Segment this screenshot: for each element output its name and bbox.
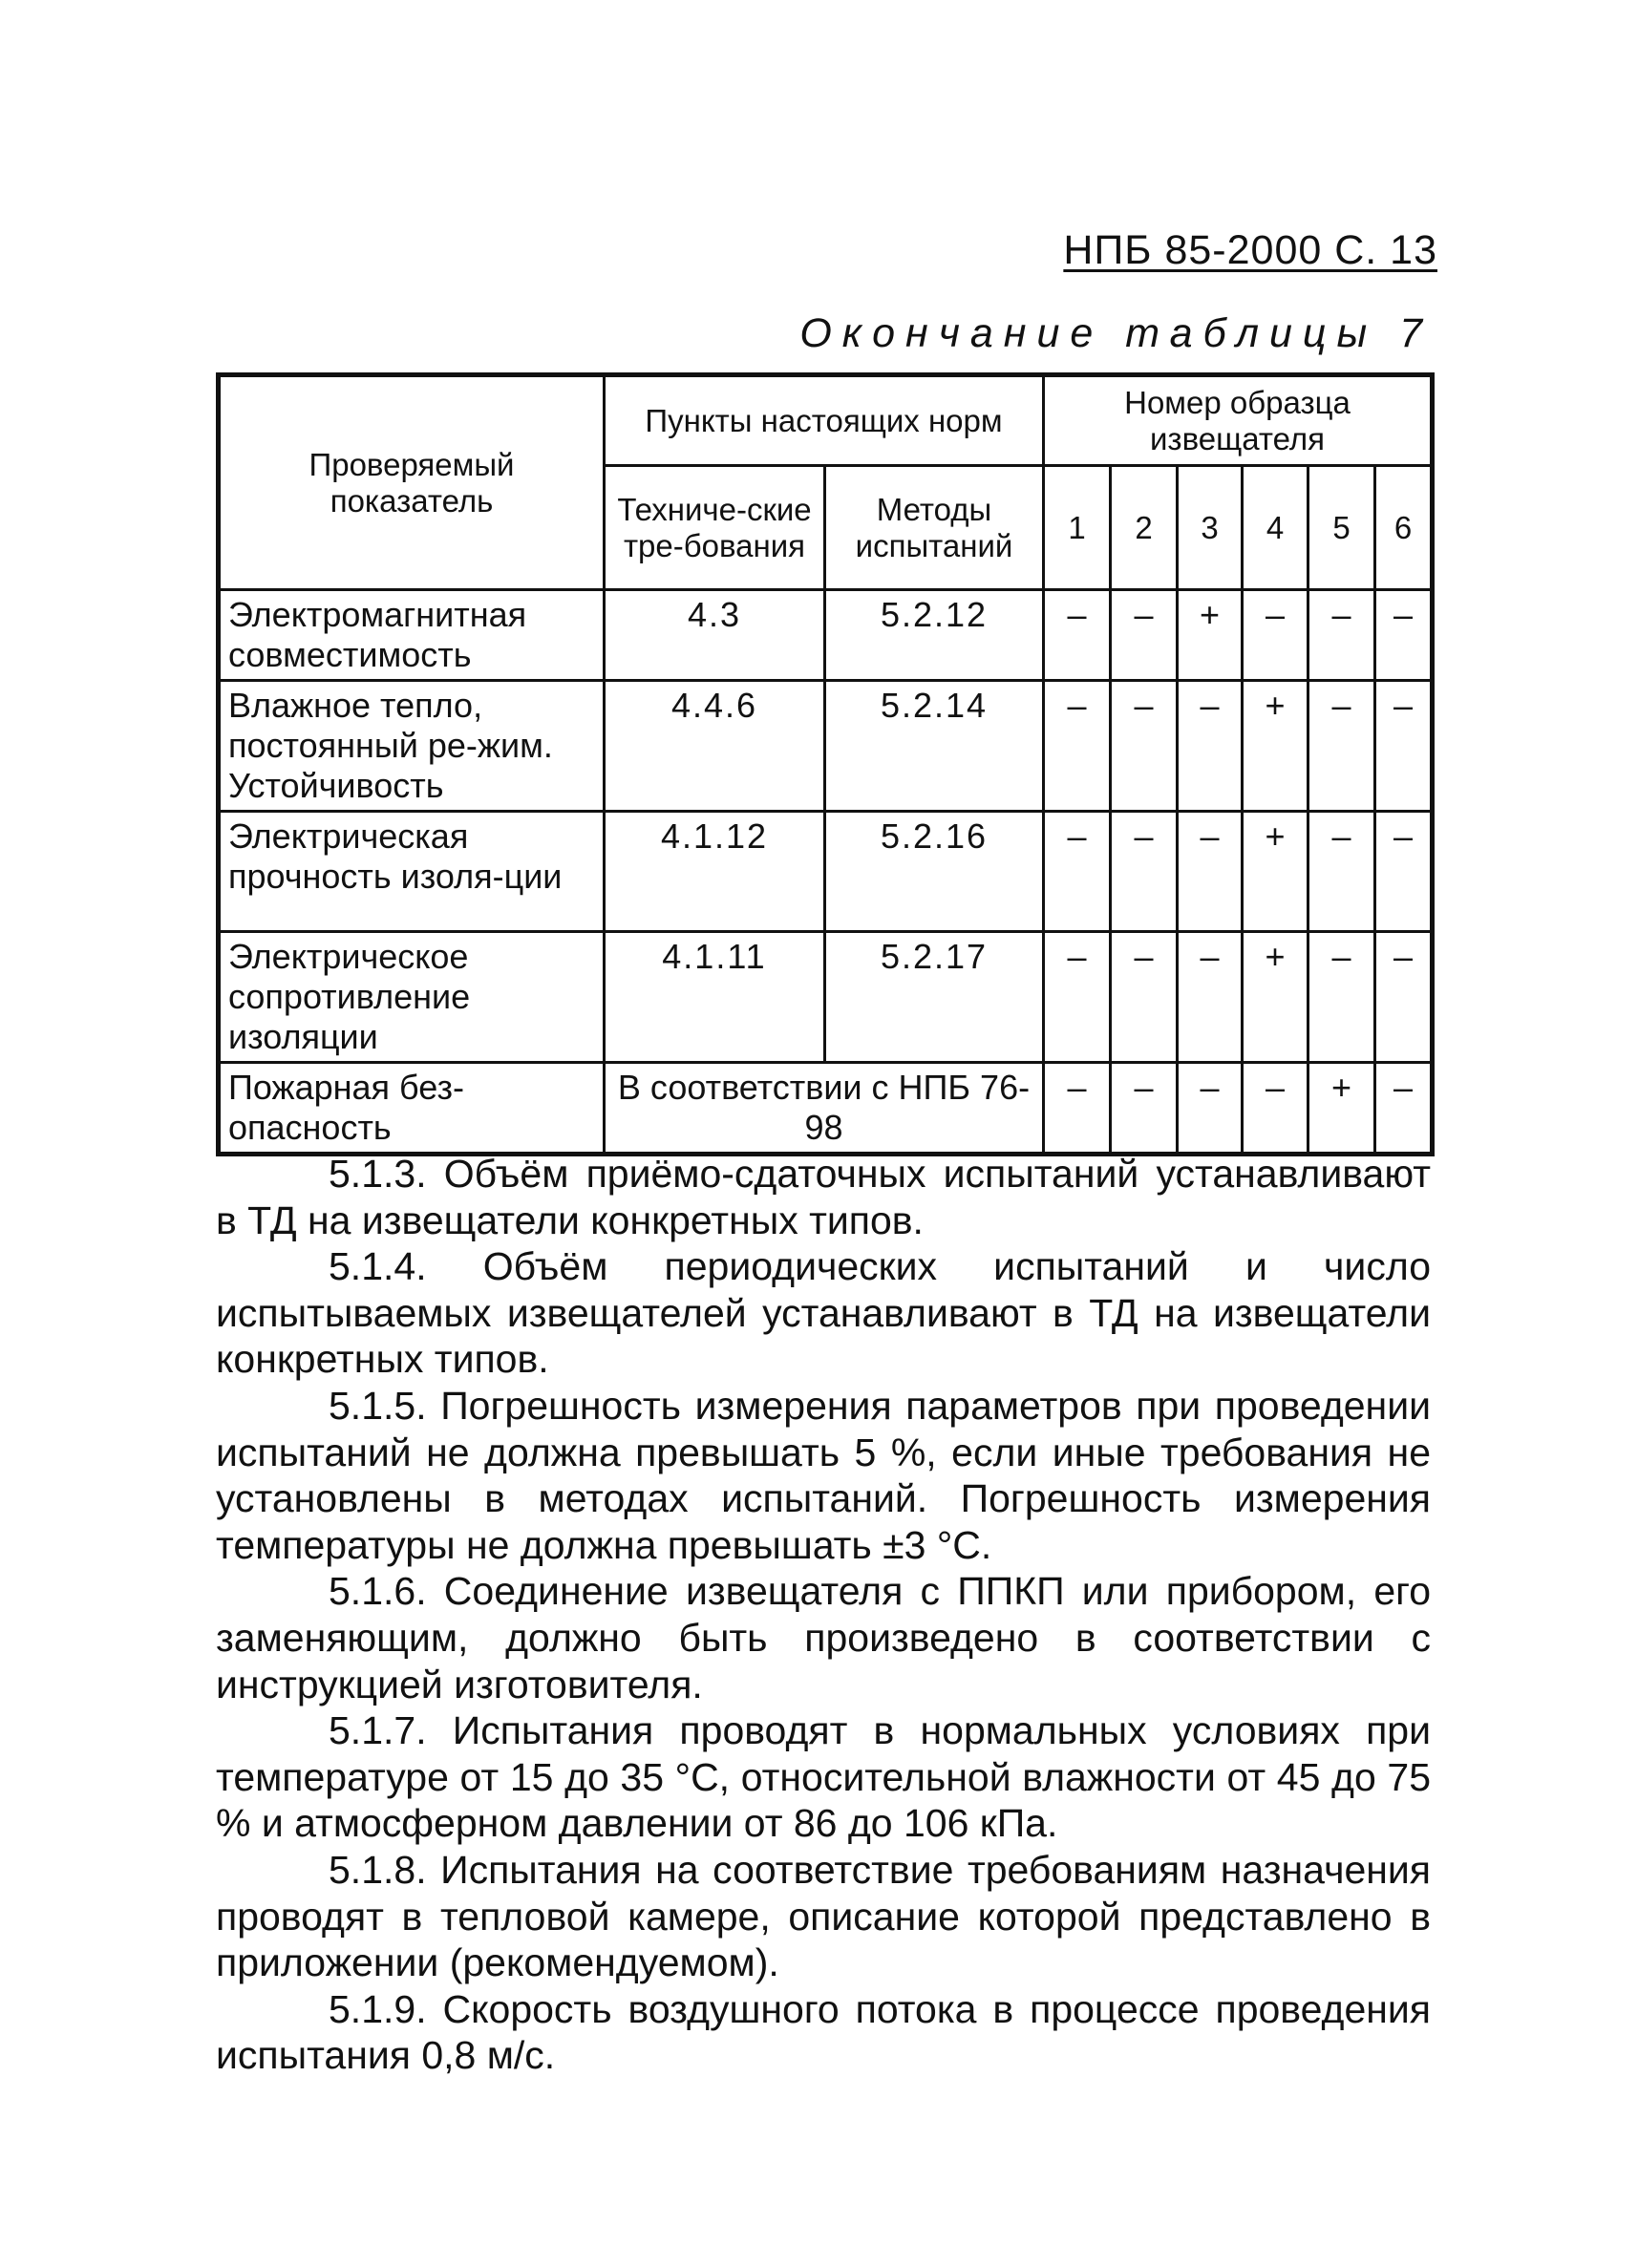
row-indicator: Электрическое сопротивление изоляции bbox=[219, 932, 605, 1063]
row-mark: – bbox=[1243, 590, 1308, 681]
paragraph-5-1-4: 5.1.4. Объём периодических испытаний и число испытываемых извещателей устанавливают в ТД на извещатели конкретных типов. bbox=[216, 1244, 1431, 1382]
row-mark: – bbox=[1308, 932, 1375, 1063]
row-tech-clause: 4.3 bbox=[605, 590, 825, 681]
header-test-methods: Методы испытаний bbox=[825, 466, 1044, 590]
row-method-clause: 5.2.12 bbox=[825, 590, 1044, 681]
row-indicator: Влажное тепло, постоянный ре-жим. Устойчивость bbox=[219, 681, 605, 812]
row-mark: + bbox=[1243, 932, 1308, 1063]
table-row bbox=[219, 932, 1433, 1063]
paragraph-5-1-8: 5.1.8. Испытания на соответствие требованиям назначения проводят в тепловой камере, описание которой представлено в приложении (рекомендуемом). bbox=[216, 1847, 1431, 1985]
body-text bbox=[216, 1151, 1431, 2079]
header-sample-6: 6 bbox=[1375, 466, 1433, 590]
header-sample-5: 5 bbox=[1308, 466, 1375, 590]
row-indicator: Электромагнитная совместимость bbox=[219, 590, 605, 681]
row-tech-clause: 4.1.12 bbox=[605, 812, 825, 932]
requirements-table bbox=[216, 372, 1435, 1156]
row-mark: + bbox=[1308, 1063, 1375, 1155]
row-mark: – bbox=[1308, 812, 1375, 932]
page-header: НПБ 85-2000 С. 13 bbox=[1063, 227, 1437, 273]
row-mark: – bbox=[1375, 932, 1433, 1063]
table-caption: Окончание таблицы 7 bbox=[799, 310, 1433, 356]
row-mark: + bbox=[1243, 812, 1308, 932]
row-tech-clause: 4.4.6 bbox=[605, 681, 825, 812]
row-mark: – bbox=[1375, 681, 1433, 812]
row-mark: – bbox=[1044, 1063, 1111, 1155]
row-tech-clause: 4.1.11 bbox=[605, 932, 825, 1063]
table-row bbox=[219, 1063, 1433, 1155]
row-mark: – bbox=[1178, 932, 1243, 1063]
row-indicator: Электрическая прочность изоля-ции bbox=[219, 812, 605, 932]
row-mark: – bbox=[1111, 932, 1178, 1063]
row-indicator: Пожарная без-опасность bbox=[219, 1063, 605, 1155]
header-sample-number: Номер образца извещателя bbox=[1044, 375, 1433, 466]
table-row bbox=[219, 681, 1433, 812]
row-mark: – bbox=[1243, 1063, 1308, 1155]
paragraph-5-1-3: 5.1.3. Объём приёмо-сдаточных испытаний устанавливают в ТД на извещатели конкретных типов. bbox=[216, 1152, 1431, 1242]
row-mark: – bbox=[1308, 681, 1375, 812]
row-mark: + bbox=[1178, 590, 1243, 681]
row-mark: – bbox=[1308, 590, 1375, 681]
paragraph-5-1-5: 5.1.5. Погрешность измерения параметров при проведении испытаний не должна превышать 5 %, если иные требования не установлены в методах испытаний. Погрешность измерения температуры не должна превышать ±3 °С. bbox=[216, 1383, 1431, 1567]
header-sample-1: 1 bbox=[1044, 466, 1111, 590]
paragraph-5-1-9: 5.1.9. Скорость воздушного потока в процессе проведения испытания 0,8 м/с. bbox=[216, 1986, 1431, 2078]
row-mark: + bbox=[1243, 681, 1308, 812]
row-mark: – bbox=[1111, 1063, 1178, 1155]
row-mark: – bbox=[1178, 681, 1243, 812]
row-mark: – bbox=[1375, 1063, 1433, 1155]
paragraph-5-1-6: 5.1.6. Соединение извещателя с ППКП или прибором, его заменяющим, должно быть произведено в соответствии с инструкцией изготовителя. bbox=[216, 1569, 1431, 1706]
row-mark: – bbox=[1044, 812, 1111, 932]
row-mark: – bbox=[1178, 1063, 1243, 1155]
row-method-clause: 5.2.16 bbox=[825, 812, 1044, 932]
row-method-clause: 5.2.17 bbox=[825, 932, 1044, 1063]
row-mark: – bbox=[1178, 812, 1243, 932]
header-clauses: Пункты настоящих норм bbox=[605, 375, 1044, 466]
row-method-clause: 5.2.14 bbox=[825, 681, 1044, 812]
header-sample-3: 3 bbox=[1178, 466, 1243, 590]
paragraph-5-1-7: 5.1.7. Испытания проводят в нормальных условиях при температуре от 15 до 35 °С, относительной влажности от 45 до 75 % и атмосферном давлении от 86 до 106 кПа. bbox=[216, 1708, 1431, 1846]
row-mark: – bbox=[1111, 812, 1178, 932]
row-mark: – bbox=[1375, 590, 1433, 681]
table-row bbox=[219, 812, 1433, 932]
row-mark: – bbox=[1375, 812, 1433, 932]
row-mark: – bbox=[1044, 590, 1111, 681]
header-tech-requirements: Техниче-ские тре-бования bbox=[605, 466, 825, 590]
header-row-1 bbox=[219, 375, 1433, 466]
row-merged-reference: В соответствии с НПБ 76-98 bbox=[605, 1063, 1044, 1155]
header-sample-4: 4 bbox=[1243, 466, 1308, 590]
table-row bbox=[219, 590, 1433, 681]
header-indicator: Проверяемый показатель bbox=[219, 375, 605, 590]
row-mark: – bbox=[1111, 681, 1178, 812]
header-sample-2: 2 bbox=[1111, 466, 1178, 590]
row-mark: – bbox=[1044, 681, 1111, 812]
row-mark: – bbox=[1044, 932, 1111, 1063]
row-mark: – bbox=[1111, 590, 1178, 681]
